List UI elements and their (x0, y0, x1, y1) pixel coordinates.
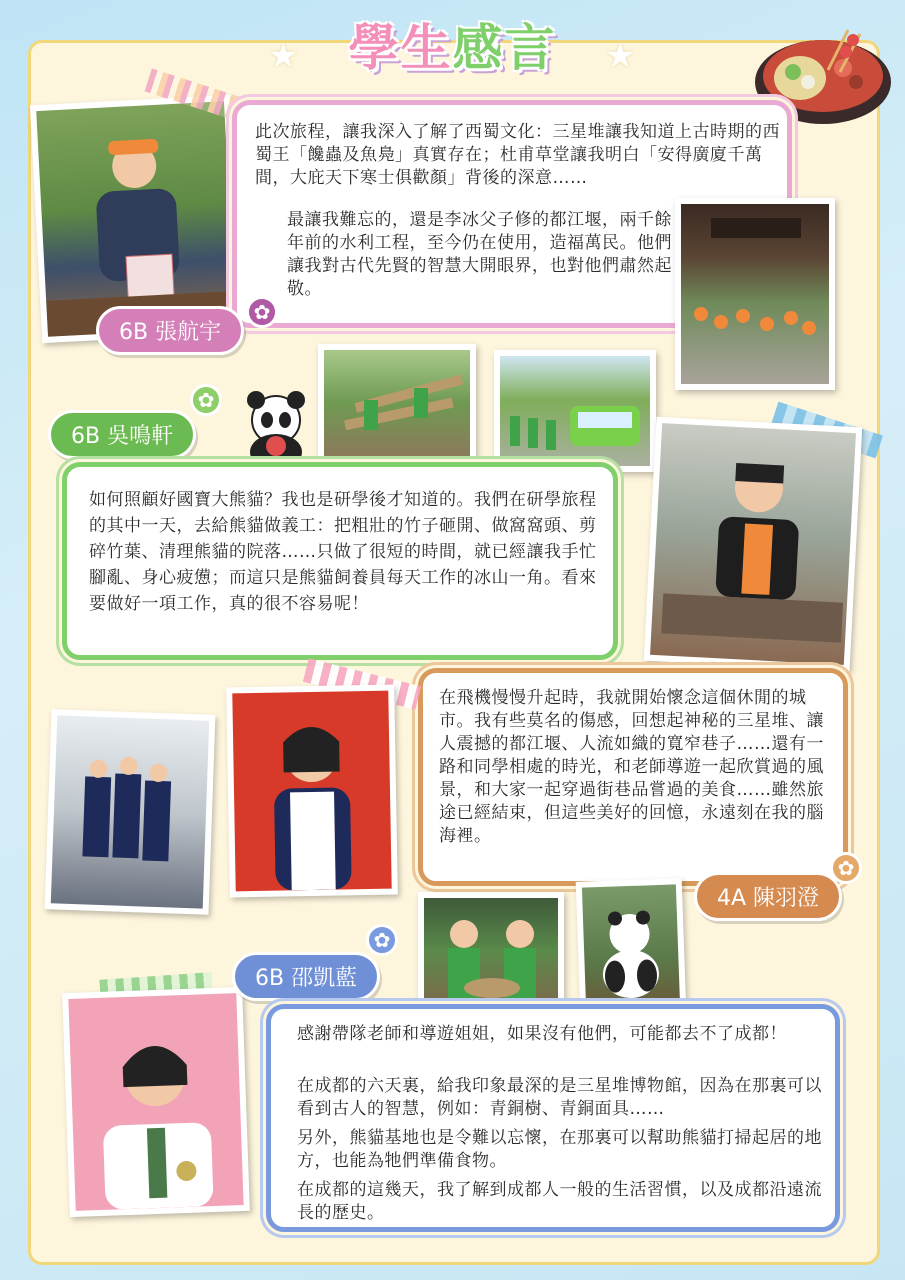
panda-icon (236, 390, 316, 472)
photo-panda (576, 878, 687, 1016)
flower-icon: ✿ (366, 924, 398, 956)
name-tag-3: 4A 陳羽澄 (694, 872, 842, 921)
s4-paragraph-3: 另外，熊貓基地也是令難以忘懷，在那裏可以幫助熊貓打掃起居的地方，也能為牠們準備食物。 (297, 1128, 822, 1171)
photo-airport (45, 709, 216, 915)
s4-paragraph-1: 感謝帶隊老師和導遊姐姐，如果沒有他們，可能都去不了成都！ (297, 1024, 787, 1044)
text-box-4 (266, 1004, 840, 1232)
s4-paragraph-2: 在成都的六天裏，給我印象最深的是三星堆博物館，因為在那裏可以看到古人的智慧，例如：青銅樹、青銅面具…… (297, 1076, 822, 1119)
photo-temple (675, 198, 835, 390)
photo-student-3 (226, 685, 398, 898)
photo-student-2 (644, 417, 862, 671)
text-box-3 (418, 668, 848, 886)
s1-paragraph-1: 此次旅程，讓我深入了解了西蜀文化：三星堆讓我知道上古時期的西蜀王「饞蟲及魚鳧」真實存在；杜甫草堂讓我明白「安得廣廈千萬間，大庇天下寒士俱歡顏」背後的深意…… (255, 122, 780, 188)
text-box-2 (62, 462, 618, 660)
s2-paragraph: 如何照顧好國寶大熊貓？我也是研學後才知道的。我們在研學旅程的其中一天，去給熊貓做義工：把粗壯的竹子砸開、做窩窩頭、剪碎竹葉、清理熊貓的院落……只做了很短的時間，就已經讓我手忙腳亂、身心疲憊；而這只是熊貓飼養員每天工作的冰山一角。看來要做好一項工作，真的很不容易呢！ (89, 490, 597, 614)
photo-bamboo-craft (418, 892, 564, 1010)
title-part2: 感言 (452, 19, 557, 77)
flower-icon: ✿ (830, 852, 862, 884)
photo-student-4 (62, 987, 250, 1217)
name-tag-4: 6B 邵凱藍 (232, 952, 380, 1001)
star-icon: ★ (268, 36, 299, 76)
s3-paragraph: 在飛機慢慢升起時，我就開始懷念這個休閒的城市。我有些莫名的傷感，回想起神秘的三星堆、讓人震撼的都江堰、人流如織的寬窄巷子……還有一路和同學相處的時光，和老師導遊一起欣賞過的風景，和大家一起穿過街巷品嘗過的美食……雖然旅途已經結束，但這些美好的回憶，永遠刻在我的腦海裡。 (439, 688, 824, 846)
star-icon: ★ (605, 36, 636, 76)
title-part1: 學生 (348, 19, 453, 77)
s4-paragraph-4: 在成都的這幾天，我了解到成都人一般的生活習慣，以及成都沿遠流長的歷史。 (297, 1180, 822, 1223)
name-tag-2: 6B 吳鳴軒 (48, 410, 196, 459)
photo-bamboo-work (318, 344, 476, 462)
flower-icon: ✿ (246, 296, 278, 328)
s1-paragraph-2: 最讓我難忘的，還是李冰父子修的都江堰，兩千餘年前的水利工程，至今仍在使用，造福萬民。他們讓我對古代先賢的智慧大開眼界，也對他們肅然起敬。 (287, 210, 672, 299)
flower-icon: ✿ (190, 384, 222, 416)
page-title (349, 8, 557, 80)
name-tag-1: 6B 張航宇 (96, 306, 244, 355)
photo-cart (494, 350, 656, 472)
